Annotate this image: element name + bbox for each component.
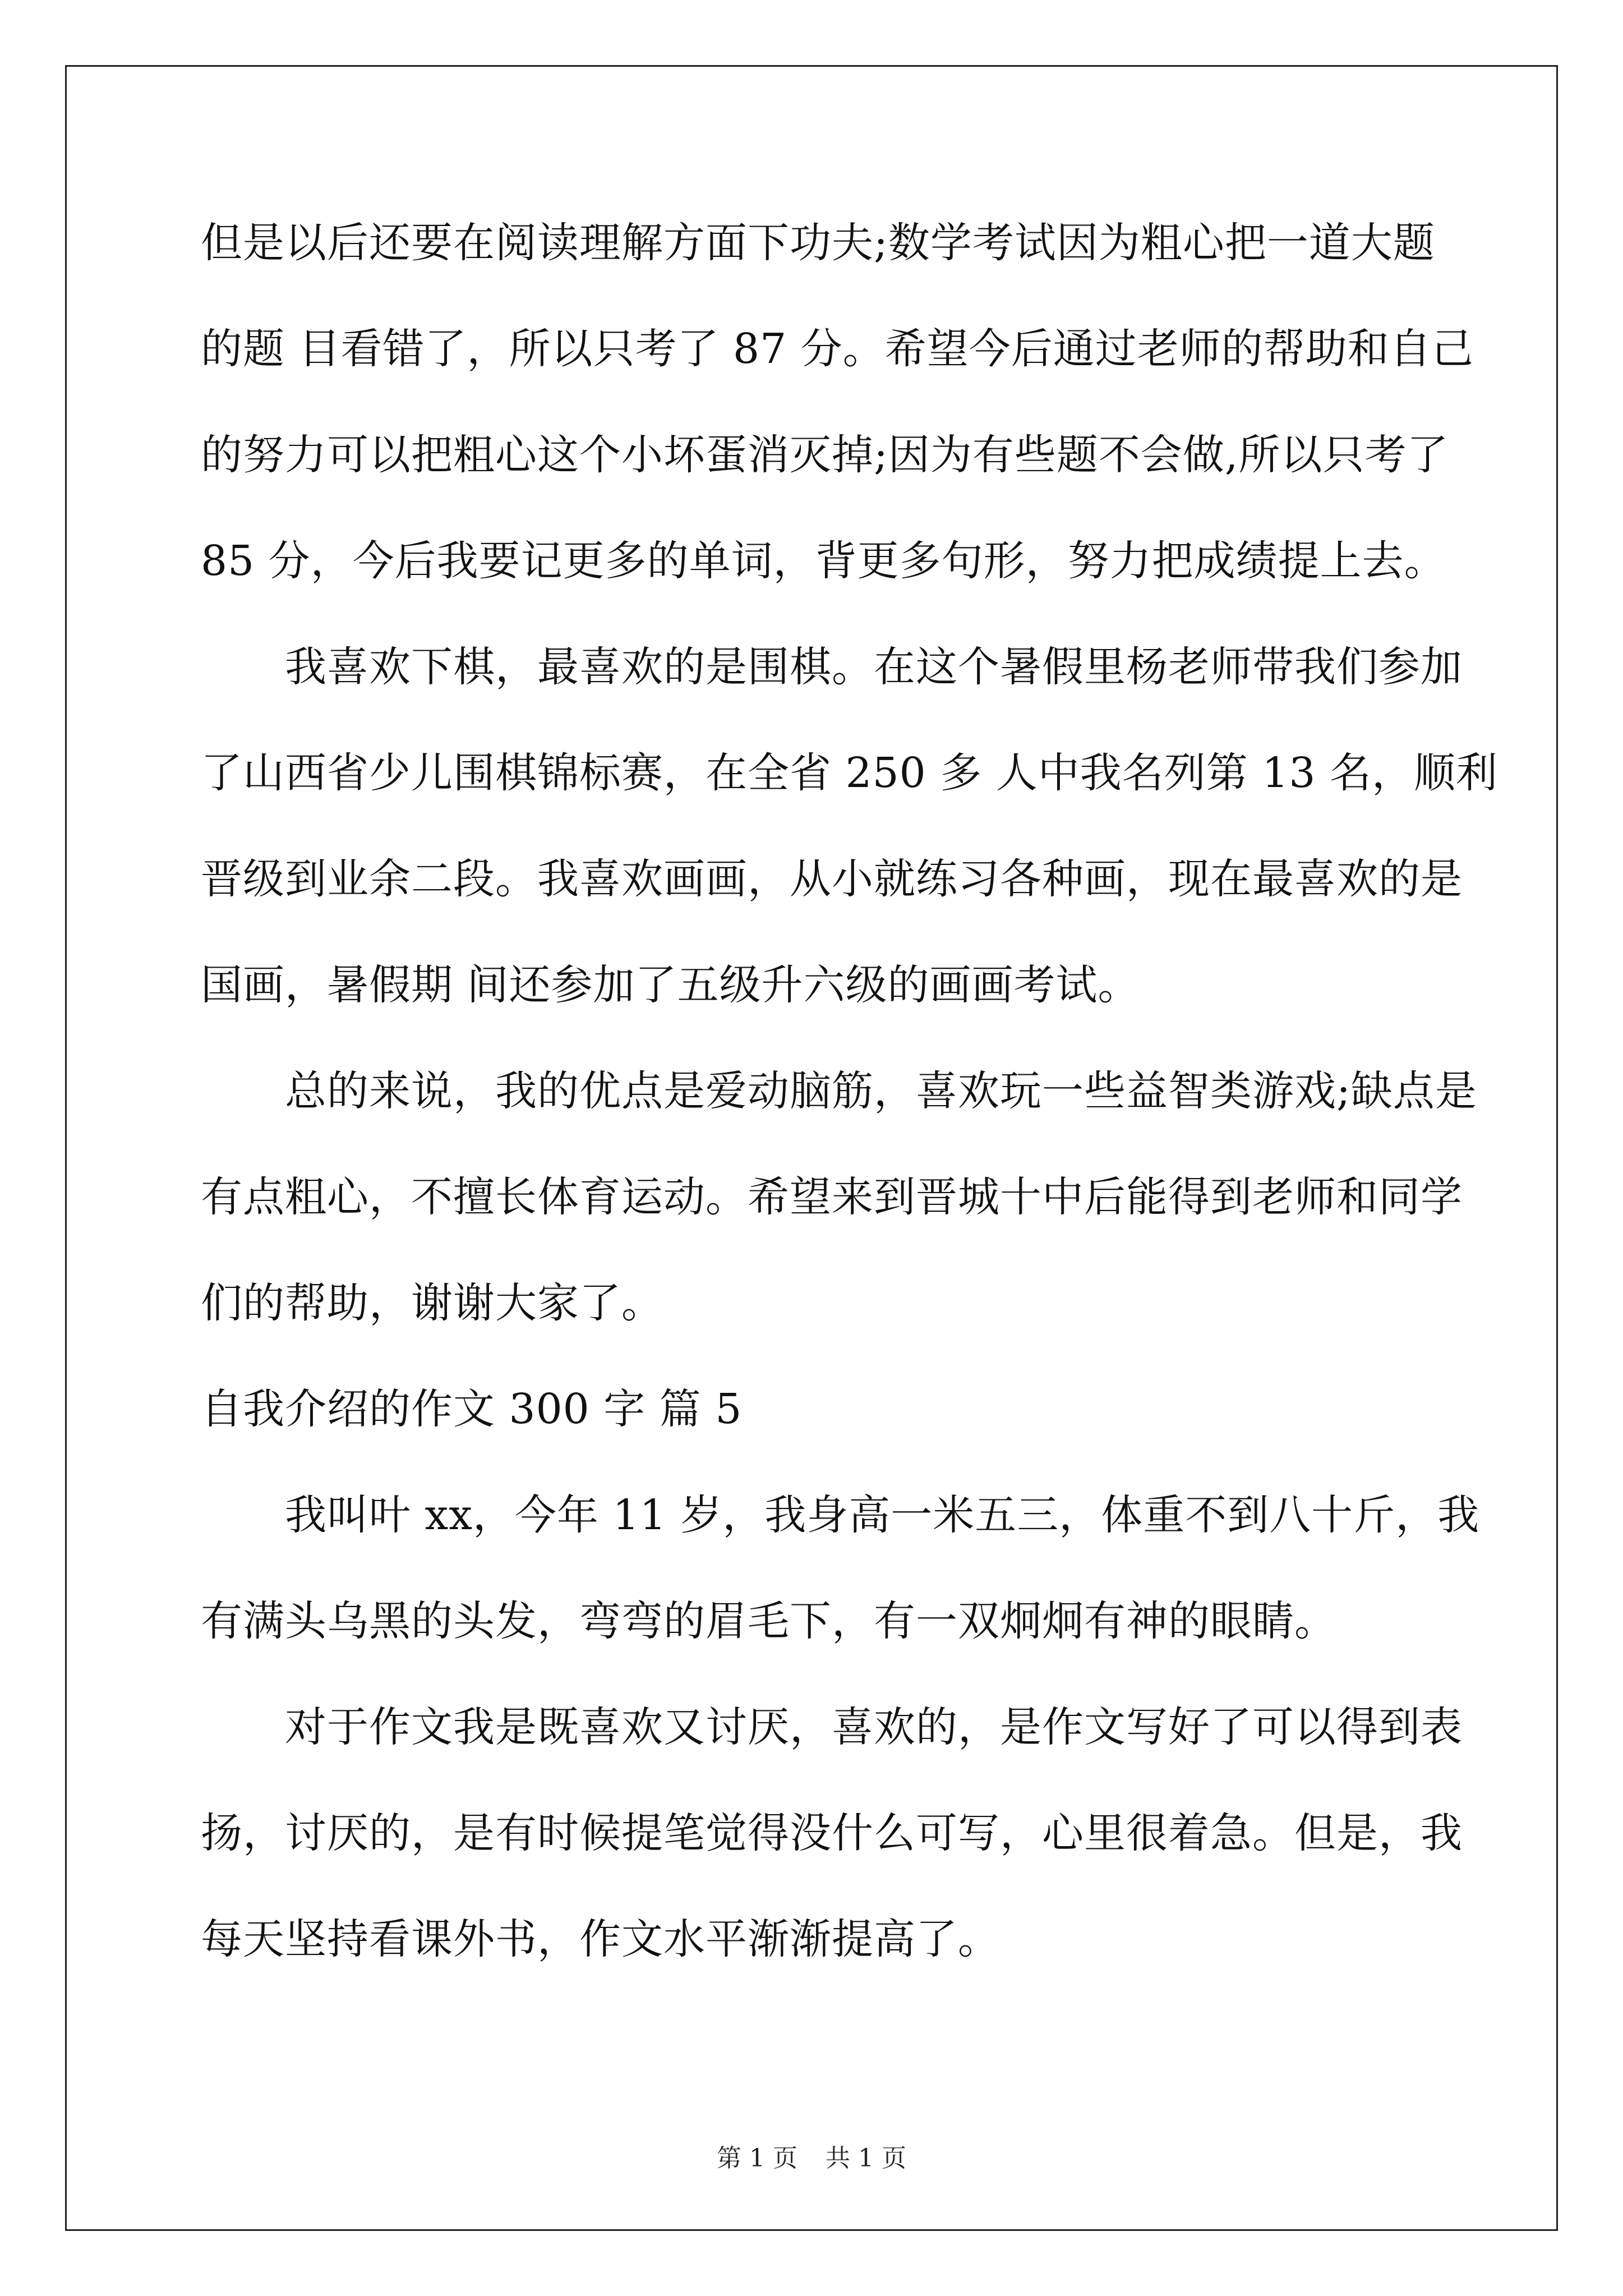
text-line: 的题 目看错了，所以只考了 87 分。希望今后通过老师的帮助和自己: [201, 325, 1474, 373]
text-line: 有满头乌黑的头发，弯弯的眉毛下，有一双炯炯有神的眼睛。: [201, 1597, 1336, 1645]
text-line: 但是以后还要在阅读理解方面下功夫;数学考试因为粗心把一道大题: [201, 219, 1435, 267]
text-line: 每天坚持看课外书，作文水平渐渐提高了。: [201, 1915, 1000, 1963]
text-line: 对于作文我是既喜欢又讨厌，喜欢的，是作文写好了可以得到表: [201, 1703, 1463, 1751]
text-line: 晋级到业余二段。我喜欢画画，从小就练习各种画，现在最喜欢的是: [201, 855, 1463, 903]
text-line: 的努力可以把粗心这个小坏蛋消灭掉;因为有些题不会做,所以只考了: [201, 431, 1449, 479]
page-footer: [0, 2142, 1623, 2175]
text-line: 总的来说，我的优点是爱动脑筋，喜欢玩一些益智类游戏;缺点是: [201, 1067, 1477, 1115]
text-line: 85 分，今后我要记更多的单词，背更多句形，努力把成绩提上去。: [201, 537, 1446, 585]
text-line: 有点粗心，不擅长体育运动。希望来到晋城十中后能得到老师和同学: [201, 1173, 1463, 1221]
text-line: 了山西省少儿围棋锦标赛，在全省 250 多 人中我名列第 13 名，顺利: [201, 749, 1498, 797]
text-line: 国画，暑假期 间还参加了五级升六级的画画考试。: [201, 961, 1140, 1009]
section-heading: 自我介绍的作文 300 字 篇 5: [201, 1385, 743, 1433]
page-total: 共 1 页: [826, 2144, 906, 2173]
text-line: 们的帮助，谢谢大家了。: [201, 1279, 663, 1327]
text-line: 我喜欢下棋，最喜欢的是围棋。在这个暑假里杨老师带我们参加: [201, 643, 1463, 691]
page-number: 第 1 页: [717, 2144, 797, 2173]
text-line: 我叫叶 xx，今年 11 岁，我身高一米五三，体重不到八十斤，我: [201, 1491, 1480, 1539]
document-body: [201, 209, 1498, 2012]
text-line: 扬，讨厌的，是有时候提笔觉得没什么可写，心里很着急。但是，我: [201, 1809, 1463, 1857]
